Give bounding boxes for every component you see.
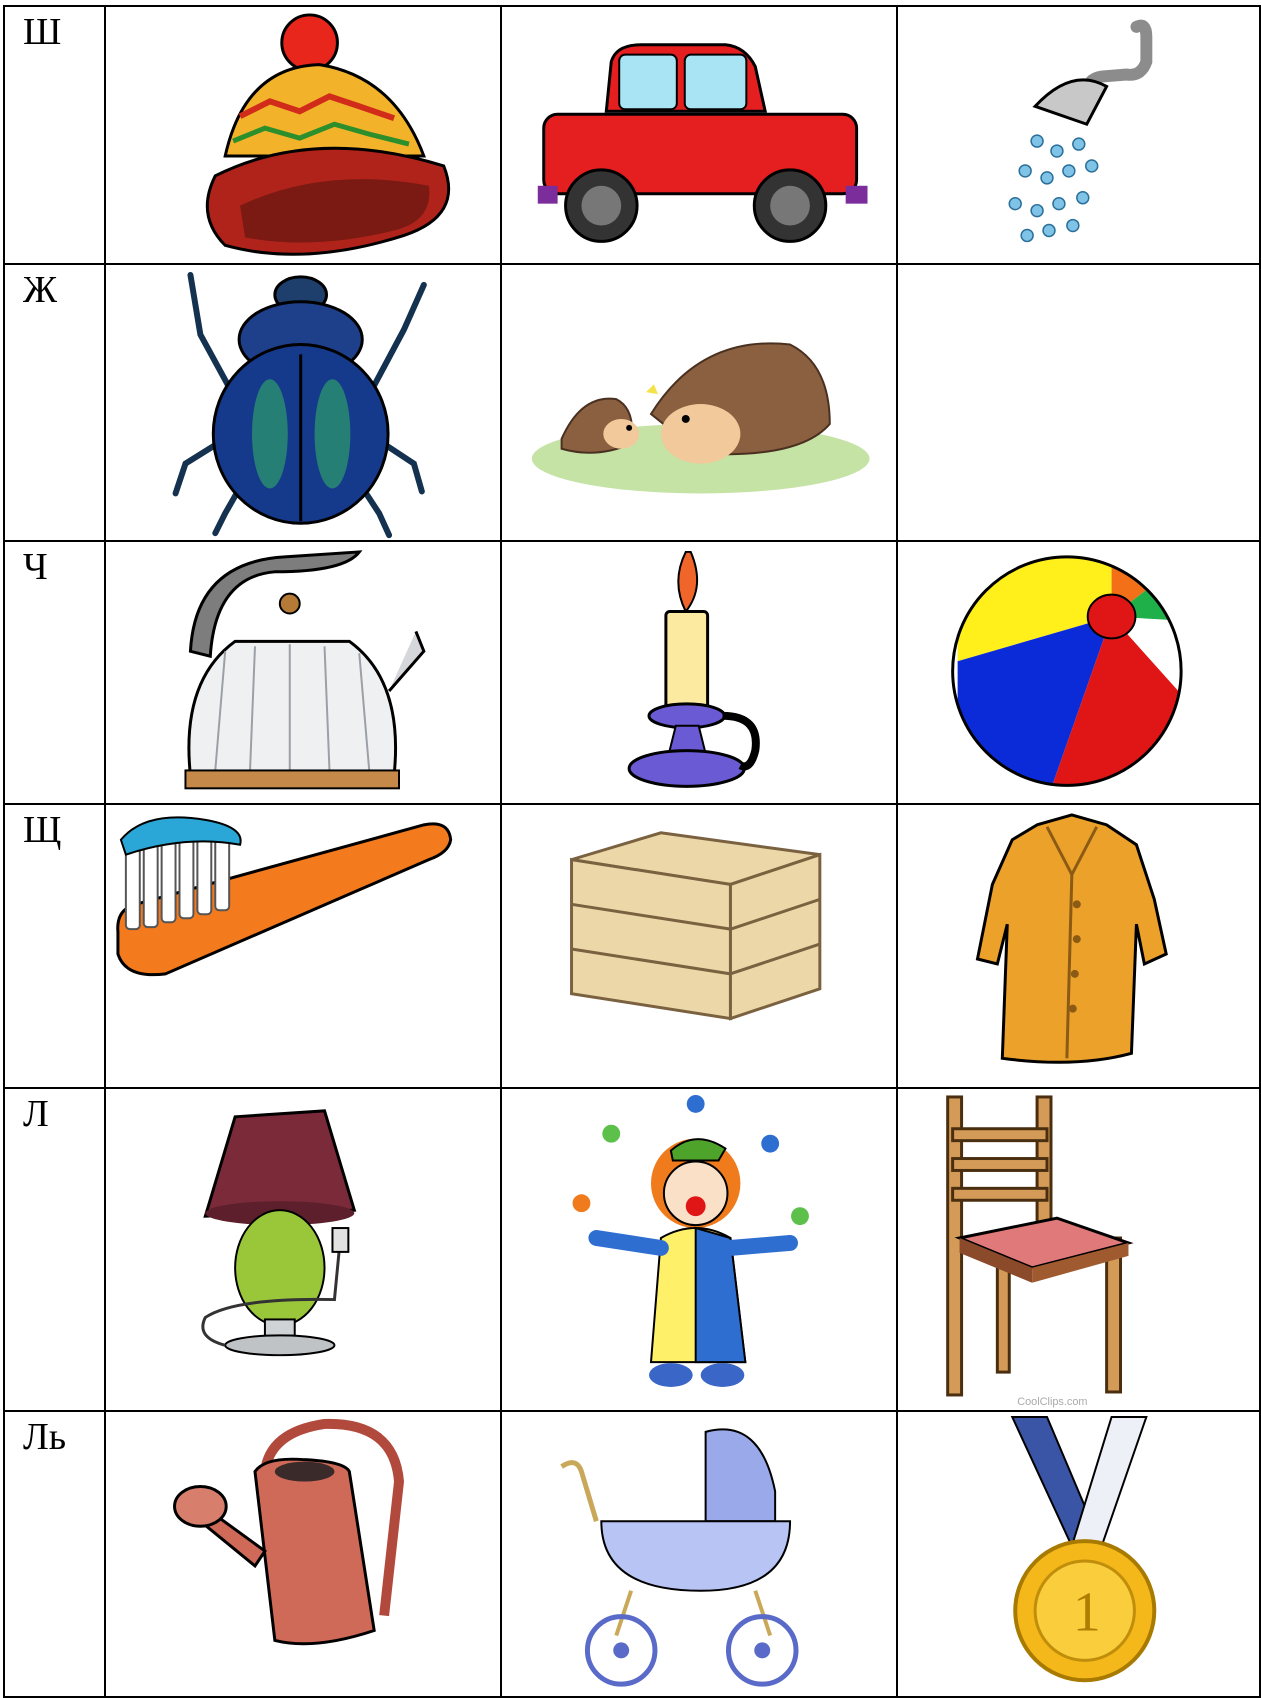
picture-cell [105, 541, 501, 803]
medal-icon [898, 1412, 1259, 1696]
letter-cell [4, 1411, 105, 1697]
letter-picture-table [3, 5, 1261, 1698]
letter-cell [4, 1088, 105, 1411]
watering-can-icon [106, 1412, 500, 1696]
letter-cell [4, 264, 105, 541]
kettle-icon [106, 542, 500, 802]
letter-cell [4, 804, 105, 1088]
car-icon [502, 7, 896, 263]
toothbrush-icon [106, 805, 500, 1087]
picture-cell [897, 1411, 1260, 1697]
crate-icon [502, 805, 896, 1087]
letter-label: Ч [23, 546, 48, 589]
picture-cell [501, 804, 897, 1088]
picture-cell [897, 804, 1260, 1088]
watermark: CoolClips.com [1017, 1395, 1088, 1408]
coat-icon [898, 805, 1259, 1087]
letter-label: Ш [23, 11, 62, 53]
picture-cell [501, 264, 897, 541]
clown-icon [502, 1089, 896, 1410]
picture-cell [897, 541, 1260, 803]
shower-icon [898, 7, 1259, 263]
picture-cell [501, 1411, 897, 1697]
picture-cell [105, 1088, 501, 1411]
picture-cell [897, 1088, 1260, 1411]
medal-number: 1 [1073, 1581, 1102, 1644]
table-row [4, 1411, 1260, 1697]
stroller-icon [502, 1412, 896, 1696]
chair-icon [898, 1089, 1259, 1410]
beetle-icon [106, 265, 500, 540]
hedgehog-icon [502, 265, 896, 540]
lamp-icon [106, 1089, 500, 1410]
letter-label: Ж [23, 269, 58, 312]
picture-cell [501, 541, 897, 803]
picture-cell [897, 6, 1260, 264]
letter-label: Щ [23, 808, 62, 851]
picture-cell [897, 264, 1260, 541]
table-row [4, 804, 1260, 1088]
picture-cell [105, 1411, 501, 1697]
table-row [4, 264, 1260, 541]
table-row [4, 1088, 1260, 1411]
table-row [4, 6, 1260, 264]
picture-cell [105, 264, 501, 541]
picture-cell [105, 804, 501, 1088]
table-row [4, 541, 1260, 803]
picture-cell [105, 6, 501, 264]
letter-cell [4, 541, 105, 803]
candle-icon [502, 542, 896, 802]
hat-icon [106, 7, 500, 263]
picture-cell [501, 1088, 897, 1411]
ball-icon [898, 542, 1259, 802]
letter-cell [4, 6, 105, 264]
picture-cell [501, 6, 897, 264]
letter-label: Ль [23, 1415, 67, 1458]
letter-label: Л [23, 1092, 49, 1135]
